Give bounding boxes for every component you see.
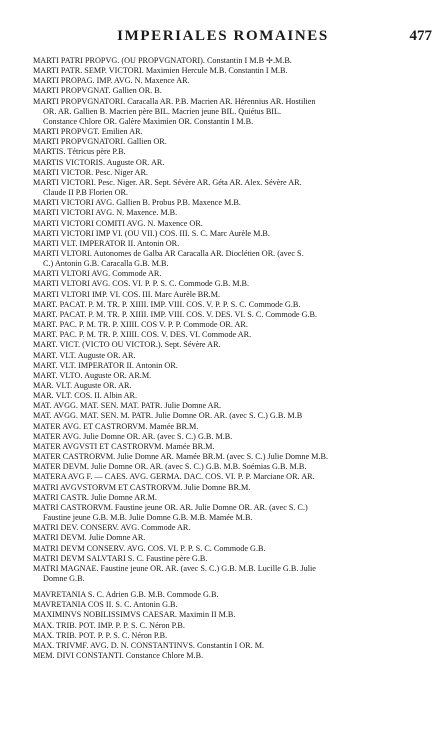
legend-entry: MAT. AVGG. MAT. SEN. MAT. PATR. Julie Domne AR. [33, 401, 222, 411]
legend-entry: MAVRETANIA COS II. S. C. Antonin G.B. [33, 600, 178, 610]
legend-entry: MATER AVG. ET CASTRORVM. Mamée BR.M. [33, 421, 199, 431]
entry-continuation-line: Constance Chlore OR. Galère Maximien OR. Constantin I M.B. [43, 116, 254, 126]
legend-entry: MART. PAC. P. M. TR. P. XIIII. COS V. P. P. Commode OR. AR. [33, 320, 248, 330]
legend-entry: MARTI PROPVGNAT. Gallien OR. B. [33, 86, 162, 96]
legend-entry: MARTI VICTORI IMP VI. (OU VII.) COS. III. S. C. Marc Aurèle M.B. [33, 228, 270, 238]
legend-entry: MATRI CASTR. Julie Domne AR.M. [33, 492, 157, 502]
page-header [0, 28, 446, 48]
entry-continuation-line: Faustine jeune G.B. M.B. Julie Domne G.B. M.B. Mamée M.B. [43, 513, 253, 523]
legend-entry: MARTI PROPAG. IMP. AVG. N. Maxence AR. [33, 76, 190, 86]
legend-entry: MARTI VLT. IMPERATOR II. Antonin OR. [33, 238, 180, 248]
legend-entry: MARTI VICTORI AVG. N. Maxence. M.B. [33, 208, 178, 218]
legend-entry: MARTI VLTORI AVG. Commode AR. [33, 269, 162, 279]
legend-entry: MATER CASTRORVM. Julie Domne AR. Mamée BR.M. (avec S. C.) Julie Domne M.B. [33, 452, 328, 462]
page-number: 477 [409, 28, 432, 44]
legend-entry: MATRI DEVM SALVTARI S. C. Faustine père G.B. [33, 553, 208, 563]
legend-entry: MAXIMINVS NOBILISSIMVS CAESAR. Maximin II M.B. [33, 610, 236, 620]
legend-entry: MART. VLTO. Auguste OR. AR.M. [33, 370, 152, 380]
legend-entry: MAX. TRIVMF. AVG. D. N. CONSTANTINVS. Constantin I OR. M. [33, 640, 265, 650]
legend-entry: MAT. AVGG. MAT. SEN. M. PATR. Julie Domne OR. AR. (avec S. C.) G.B. M.B [33, 411, 303, 421]
legend-entry: MATER DEVM. Julie Domne OR. AR. (avec S. C.) G.B. M.B. Soémias G.B. M.B. [33, 462, 307, 472]
legend-entry: MAR. VLT. Auguste OR. AR. [33, 381, 132, 390]
legend-entry: MARTI PROPVGNATORI. Caracalla AR. P.B. Macrien AR. Hérennius AR. Hostilien [33, 96, 316, 106]
legend-entry: MATER AVGVSTI ET CASTRORVM. Mamée BR.M. [33, 441, 215, 451]
legend-entry: MART. VLT. IMPERATOR II. Antonin OR. [33, 360, 178, 370]
entry-continuation-line: OR. AR. Gallien B. Macrien père BIL. Macrien jeune BIL. Quiétus BIL. [43, 106, 282, 116]
legend-entry: MATRI CASTRORVM. Faustine jeune OR. AR. Julie Domne OR. AR. (avec S. C.) [33, 502, 308, 512]
legend-entry: MARTI VLTORI. Autonomes de Galba AR Caracalla AR. Dioclétien OR. (avec S. [33, 248, 304, 258]
legend-entry: MARTIS. Tétricus père P.B. [33, 147, 126, 157]
legend-entry: MART. PAC. P. M. TR. P. XIIII. COS. V. DES. VI. Commode AR. [33, 330, 252, 340]
running-title: IMPERIALES ROMAINES [117, 28, 329, 44]
entry-continuation-line: Claude II P.B Florien OR. [43, 188, 129, 198]
legend-entry: MART. VLT. Auguste OR. AR. [33, 350, 136, 360]
legend-entry: MARTI VICTORI. Pesc. Niger. AR. Sept. Sévère AR. Géta AR. Alex. Sévère AR. [33, 177, 302, 187]
legend-entry: MARTI PATRI PROPVG. (OU PROPVGNATORI). Constantin I M.B ✢.M.B. [33, 56, 292, 65]
legend-entry: MAVRETANIA S. C. Adrien G.B. M.B. Commode G.B. [33, 590, 219, 600]
entry-continuation-line: C.) Antonin G.B. Caracalla G.B. M.B. [43, 259, 169, 269]
legend-entry: MATERA AVG F. — CAES. AVG. GERMA. DAC. COS. VI. P. P. Marciane OR. AR. [33, 472, 315, 482]
legend-entry: MARTI VICTORI AVG. Gallien B. Probus P.B. Maxence M.B. [33, 198, 241, 208]
legend-entry: MART. VICT. (VICTO OU VICTOR.). Sept. Sévère AR. [33, 340, 221, 350]
legend-entry: MATRI DEV. CONSERV. AVG. Commode AR. [33, 523, 191, 533]
legend-entry: MATRI MAGNAE. Faustine jeune OR. AR. (avec S. C.) G.B. M.B. Lucille G.B. Julie [33, 563, 316, 573]
legend-entry: MART. PACAT. P. M. TR. P. XIIII. IMP. VIII. COS. V. DES. VI. S. C. Commode G.B. [33, 309, 318, 319]
legend-entry: MARTI PROPVGT. Emilien AR. [33, 127, 143, 137]
legend-entry: MARTI VLTORI IMP. VI. COS. III. Marc Aurèle BR.M. [33, 289, 221, 299]
entry-continuation-line: Domne G.B. [43, 573, 85, 583]
legend-entry: MARTI PATR. SEMP. VICTORI. Maximien Hercule M.B. Constantin I M.B. [33, 66, 288, 76]
legend-entry: MAR. VLT. COS. II. Albin AR. [33, 391, 138, 401]
legend-entry: MATRI DEVM. Julie Domne AR. [33, 533, 146, 543]
legend-entry: MART. PACAT. P. M. TR. P. XIIII. IMP. VIII. COS. V. P. P. S. C. Commode G.B. [33, 299, 301, 309]
legend-entry: MARTI VICTOR. Pesc. Niger AR. [33, 167, 148, 177]
legend-entry: MATRI AVGVSTORVM ET CASTRORVM. Julie Domne BR.M. [33, 482, 251, 492]
legend-entry: MATRI DEVM CONSERV. AVG. COS. VI. P. P. S. C. Commode G.B. [33, 543, 266, 553]
legend-entry: MATER AVG. Julie Domne OR. AR. (avec S. C.) G.B. M.B. [33, 431, 233, 441]
legend-entry: MARTI VICTORI COMITI AVG. N. Maxence OR. [33, 218, 203, 228]
legend-entry: MARTI VLTORI AVG. COS. VI. P. P. S. C. Commode G.B. M.B. [33, 279, 250, 289]
legend-entry: MARTI PROPVGNATORI. Gallien OR. [33, 137, 167, 147]
legend-entry: MARTIS VICTORIS. Auguste OR. AR. [33, 157, 165, 167]
legend-entry: MAX. TRIB. POT. P. P. S. C. Néron P.B. [33, 630, 168, 640]
entry-list [33, 56, 438, 661]
legend-entry: MEM. DIVI CONSTANTI. Constance Chlore M.B. [33, 651, 204, 661]
legend-entry: MAX. TRIB. POT. IMP. P. P. S. C. Néron P.B. [33, 620, 185, 630]
